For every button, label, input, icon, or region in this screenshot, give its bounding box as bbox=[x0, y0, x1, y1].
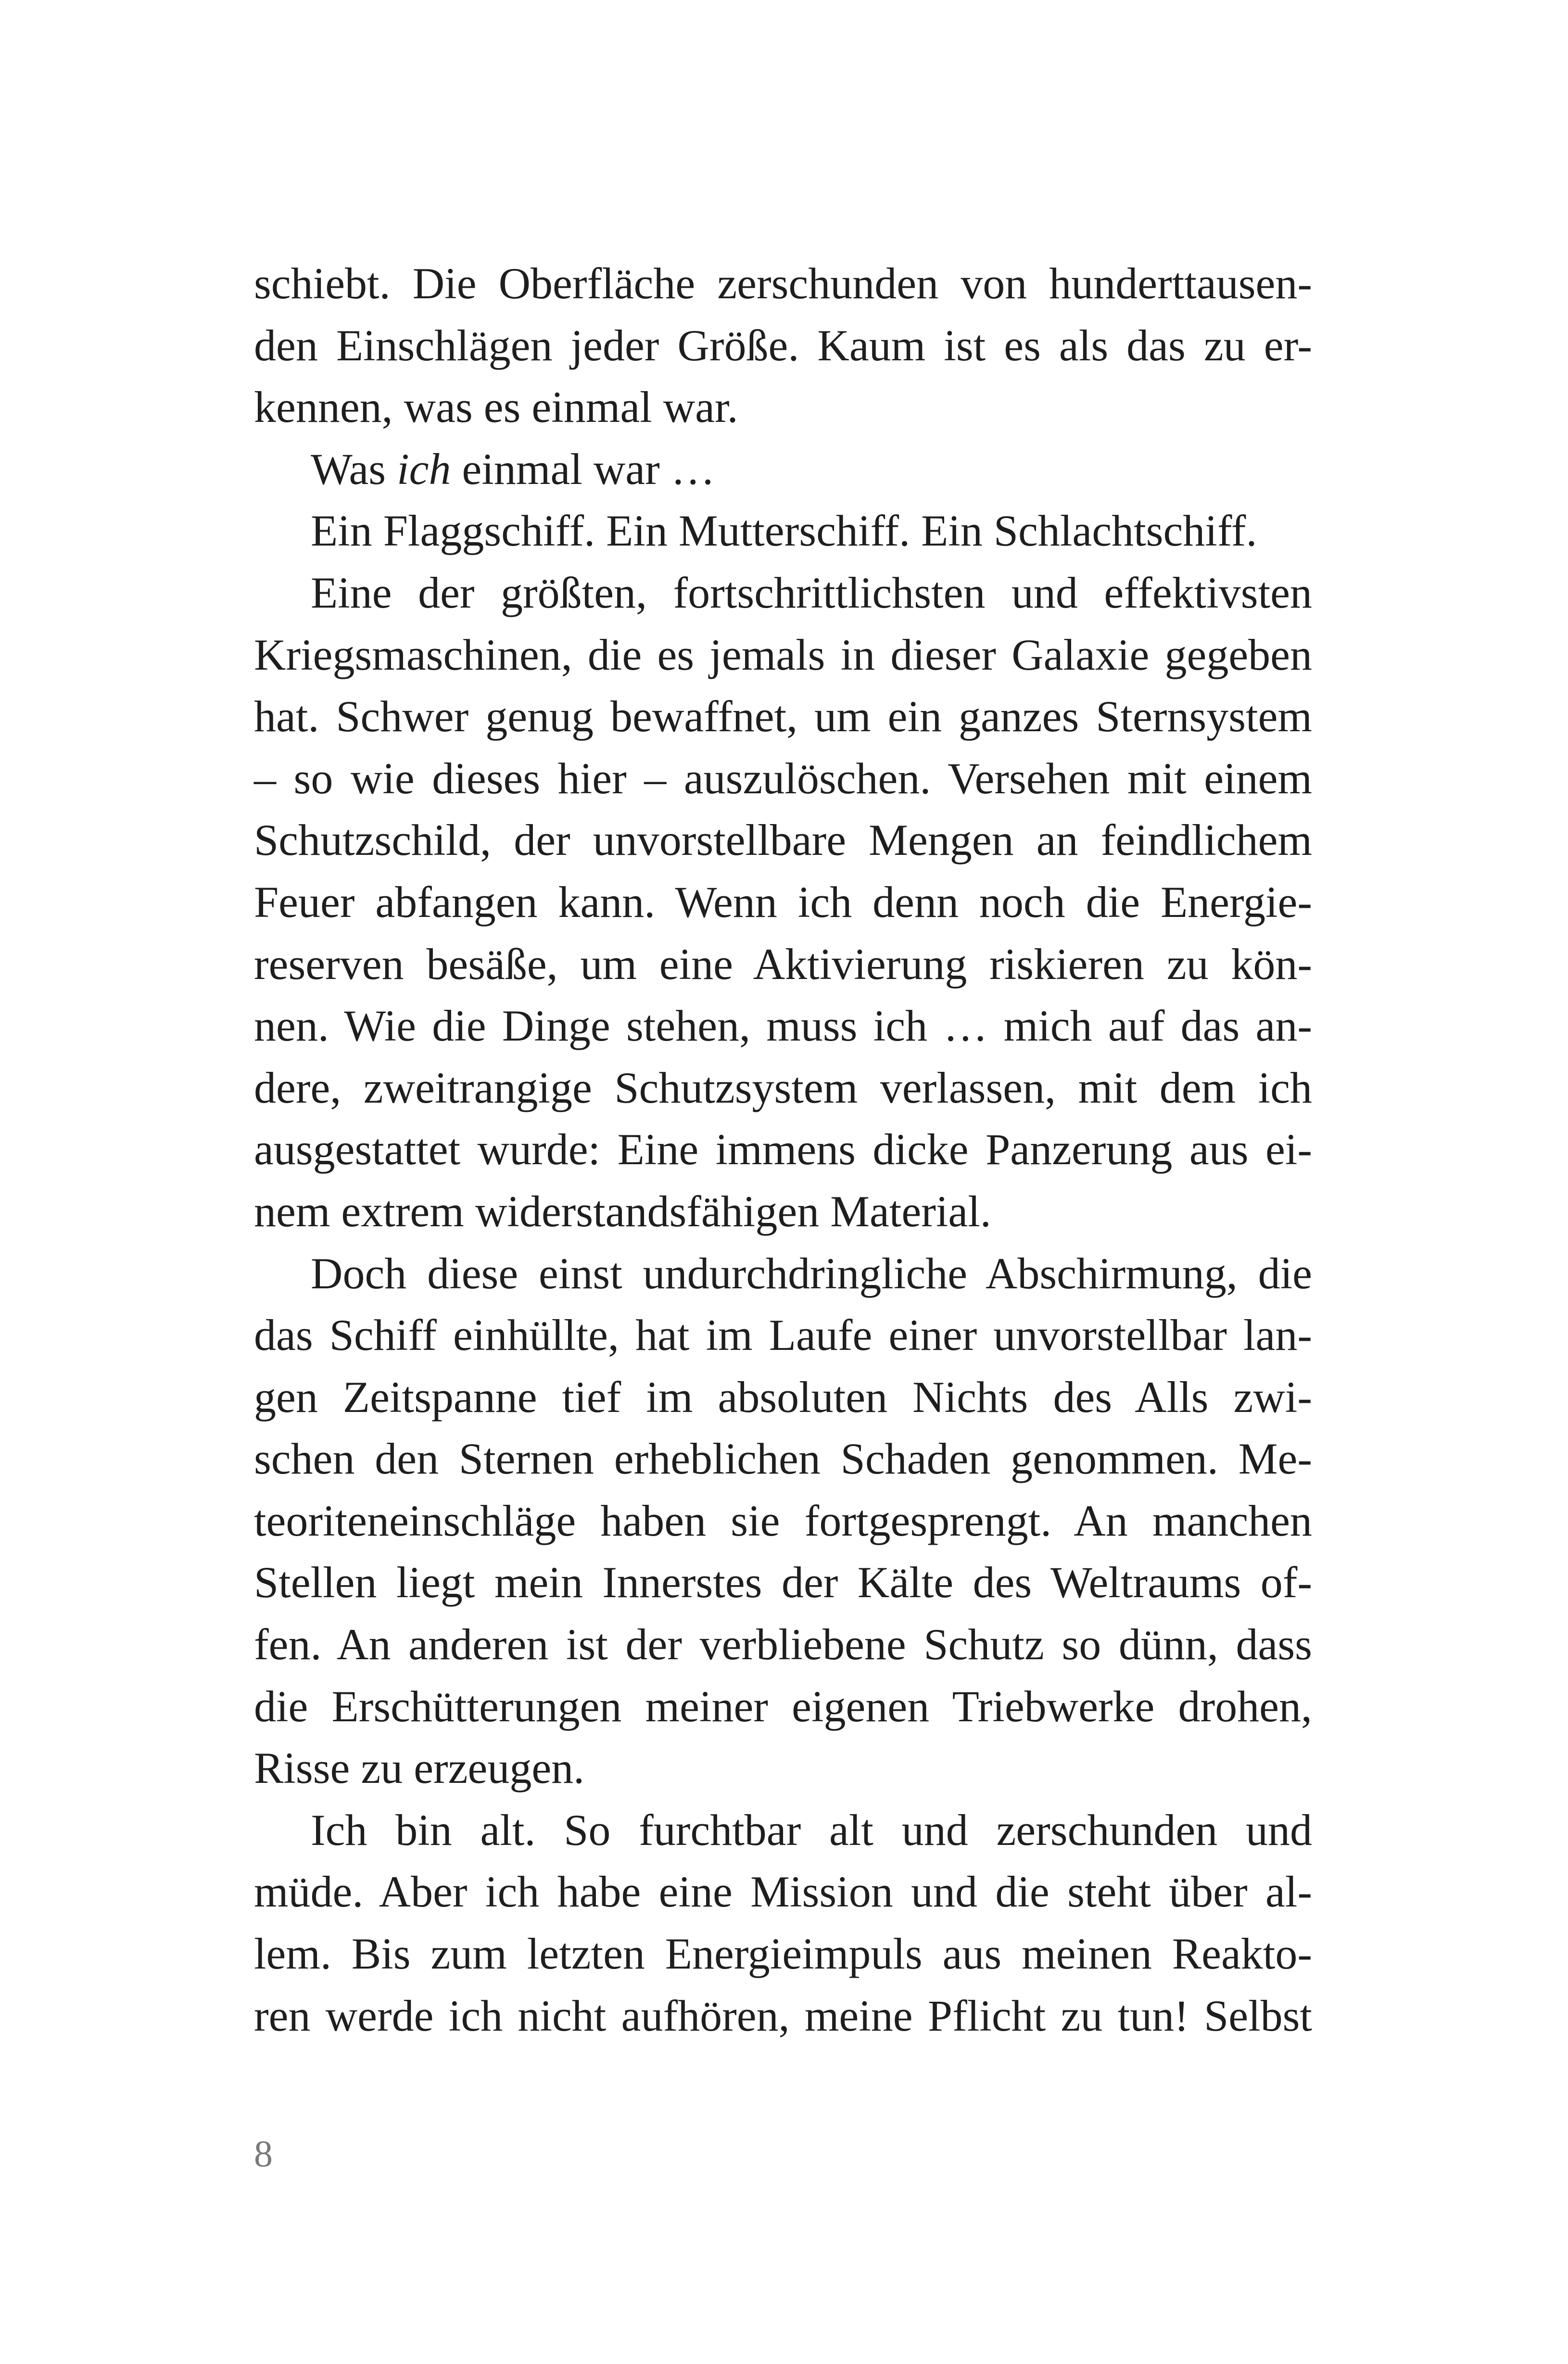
text-line: den Einschlägen jeder Größe. Kaum ist es als das zu er- bbox=[254, 320, 1312, 370]
text-line: ausgestattet wurde: Eine immens dicke Panzerung aus ei- bbox=[254, 1125, 1312, 1174]
text-line: Ein Flaggschiff. Ein Mutterschiff. Ein Schlachtschiff. bbox=[311, 506, 1257, 556]
text-line: dere, zweitrangige Schutzsystem verlassen, mit dem ich bbox=[254, 1063, 1312, 1112]
text-line: ren werde ich nicht aufhören, meine Pflicht zu tun! Selbst bbox=[254, 1991, 1312, 2040]
text-line: Feuer abfangen kann. Wenn ich denn noch die Energie- bbox=[254, 877, 1312, 927]
emphasis-text: ich bbox=[397, 444, 451, 494]
text-line: – so wie dieses hier – auszulöschen. Versehen mit einem bbox=[254, 753, 1312, 803]
text-line: nem extrem widerstandsfähigen Material. bbox=[254, 1186, 991, 1236]
text-line: die Erschütterungen meiner eigenen Triebwerke drohen, bbox=[254, 1681, 1312, 1731]
text-line: teoriteneinschläge haben sie fortgesprengt. An manchen bbox=[254, 1496, 1312, 1545]
text-line bbox=[254, 438, 1312, 500]
text-span: einmal war … bbox=[451, 444, 715, 494]
text-line: schiebt. Die Oberfläche zerschunden von hunderttausen- bbox=[254, 259, 1312, 308]
page-number: 8 bbox=[254, 2133, 273, 2174]
text-line: hat. Schwer genug bewaffnet, um ein ganzes Sternsystem bbox=[254, 692, 1312, 741]
text-line: Kriegsmaschinen, die es jemals in dieser Galaxie gegeben bbox=[254, 630, 1312, 679]
text-line: nen. Wie die Dinge stehen, muss ich … mich auf das an- bbox=[254, 1001, 1312, 1051]
text-span: Was bbox=[311, 444, 397, 494]
text-line: lem. Bis zum letzten Energieimpuls aus meinen Reakto- bbox=[254, 1929, 1312, 1979]
text-line: Ich bin alt. So furchtbar alt und zerschunden und bbox=[311, 1805, 1312, 1855]
text-line: Stellen liegt mein Innerstes der Kälte des Weltraums of- bbox=[254, 1558, 1312, 1607]
text-line: schen den Sternen erheblichen Schaden genommen. Me- bbox=[254, 1434, 1312, 1484]
text-line: gen Zeitspanne tief im absoluten Nichts des Alls zwi- bbox=[254, 1372, 1312, 1422]
body-text bbox=[254, 253, 1312, 2046]
text-line: Eine der größten, fortschrittlichsten und effektivsten bbox=[311, 568, 1312, 617]
text-line: kennen, was es einmal war. bbox=[254, 382, 738, 432]
text-line: Schutzschild, der unvorstellbare Mengen an feindlichem bbox=[254, 815, 1312, 865]
text-line: Risse zu erzeugen. bbox=[254, 1743, 585, 1793]
text-line: fen. An anderen ist der verbliebene Schutz so dünn, dass bbox=[254, 1620, 1312, 1669]
text-line: das Schiff einhüllte, hat im Laufe einer unvorstellbar lan- bbox=[254, 1310, 1312, 1360]
text-line: Doch diese einst undurchdringliche Abschirmung, die bbox=[311, 1248, 1312, 1298]
text-line: reserven besäße, um eine Aktivierung riskieren zu kön- bbox=[254, 939, 1312, 989]
text-line: müde. Aber ich habe eine Mission und die steht über al- bbox=[254, 1867, 1312, 1917]
